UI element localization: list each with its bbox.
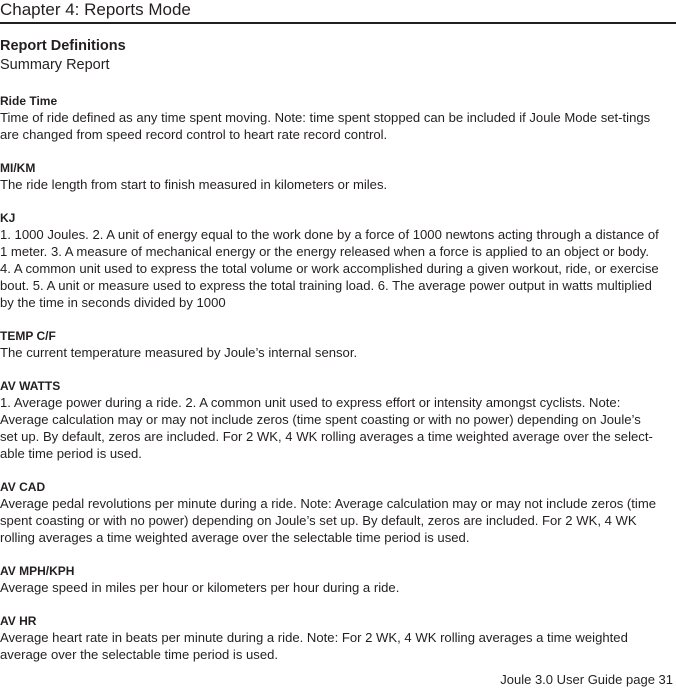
chapter-header [0, 0, 676, 24]
document-body [0, 36, 660, 680]
definition-text: Average speed in miles per hour or kilometers per hour during a ride. [0, 580, 400, 595]
footer-page-label: Joule 3.0 User Guide page 31 [500, 672, 673, 687]
chapter-title: Chapter 4: Reports Mode [0, 0, 191, 19]
definition-text: The current temperature measured by Joule’s internal sensor. [0, 345, 358, 360]
definition-text: 1. 1000 Joules. 2. A unit of energy equal to the work done by a force of 1000 newtons acting through a distance of 1 meter. 3. A measure of mechanical energy or the energy released when a force is applied to an object or body. 4. A common unit used to express the total volume or work accomplished during a given workout, ride, or exercise bout. 5. A unit or measure used to express the total training load. 6. The average power output in watts multiplied by the time in seconds divided by 1000 [0, 227, 659, 310]
definition-temp [0, 328, 660, 361]
definition-term: KJ [0, 211, 16, 225]
definition-term: AV CAD [0, 480, 46, 494]
section-subtitle: Summary Report [0, 57, 110, 73]
definition-text: Time of ride defined as any time spent moving. Note: time spent stopped can be included if Joule Mode set-tings are changed from speed record control to heart rate record control. [0, 110, 651, 142]
definition-text: The ride length from start to finish measured in kilometers or miles. [0, 177, 388, 192]
definition-term: MI/KM [0, 161, 36, 175]
definition-text: Average heart rate in beats per minute during a ride. Note: For 2 WK, 4 WK rolling averages a time weighted average over the selectable time period is used. [0, 630, 628, 662]
definition-kj [0, 210, 660, 311]
definition-av-watts [0, 378, 660, 462]
definition-term: Ride Time [0, 94, 58, 108]
definition-av-mph-kph [0, 563, 660, 596]
definition-text: 1. Average power during a ride. 2. A common unit used to express effort or intensity amongst cyclists. Note: Average calculation may or may not include zeros (time spent coasting or with no power) depending on Joule’s set up. By default, zeros are included. For 2 WK, 4 WK rolling averages a time weighted average over the select-able time period is used. [0, 395, 653, 461]
section-title: Report Definitions [0, 38, 126, 54]
definition-mi-km [0, 160, 660, 193]
definition-text: Average pedal revolutions per minute during a ride. Note: Average calculation may or may not include zeros (time spent coasting or with no power) depending on Joule’s set up. By default, zeros are included. For 2 WK, 4 WK rolling averages a time weighted average over the selectable time period is used. [0, 496, 657, 545]
definition-av-cad [0, 479, 660, 546]
page-footer [500, 672, 673, 688]
definition-term: TEMP C/F [0, 329, 56, 343]
definition-term: AV MPH/KPH [0, 564, 75, 578]
definition-av-hr [0, 613, 660, 663]
definition-ride-time [0, 93, 660, 143]
definition-term: AV HR [0, 614, 37, 628]
definition-term: AV WATTS [0, 379, 61, 393]
